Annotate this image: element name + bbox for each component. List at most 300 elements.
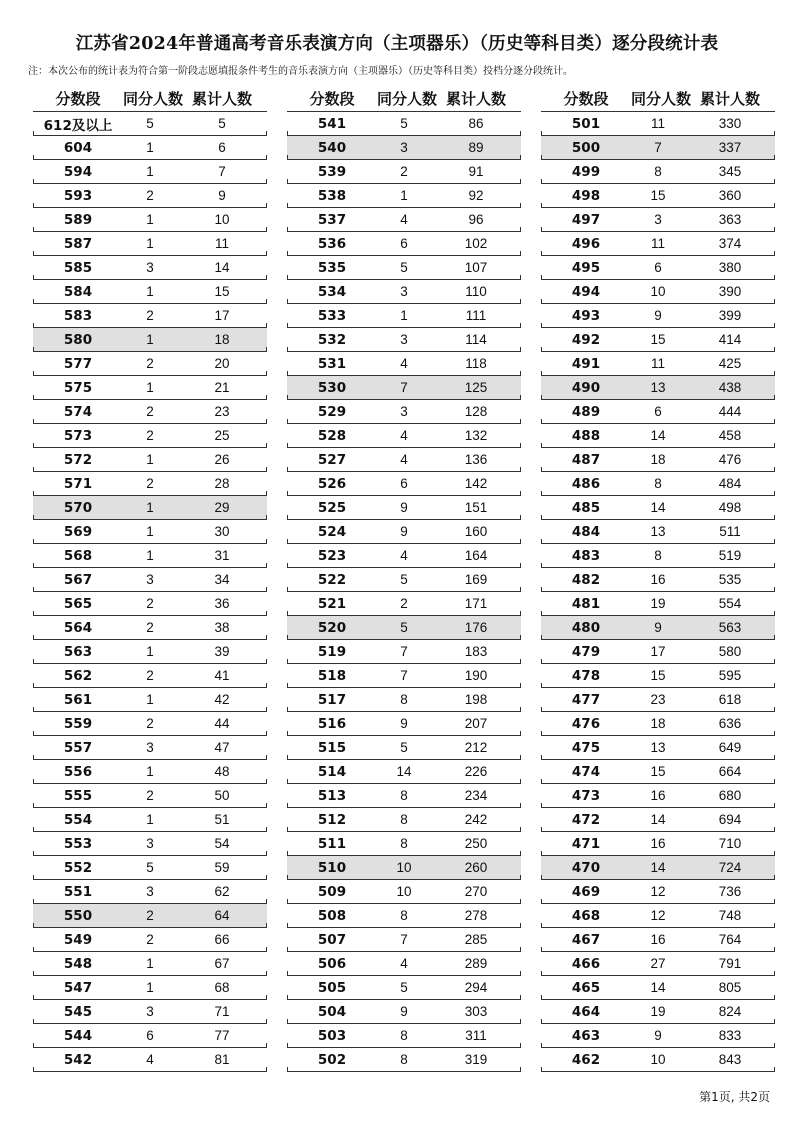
same-count-cell: 9	[654, 1028, 662, 1043]
table-row	[33, 1024, 267, 1048]
table-row	[33, 808, 267, 832]
cumulative-count-cell: 51	[214, 812, 230, 827]
same-count-cell: 1	[146, 956, 154, 971]
cumulative-count-cell: 28	[214, 476, 230, 491]
score-cell: 512	[317, 811, 347, 828]
cumulative-count-cell: 59	[214, 860, 230, 875]
score-cell: 481	[571, 595, 601, 612]
cumulative-count-cell: 110	[465, 284, 487, 299]
table-rows	[541, 111, 775, 1072]
header-cumulative-count: 累计人数	[699, 89, 760, 108]
score-cell: 495	[571, 259, 601, 276]
cumulative-count-cell: 580	[718, 644, 742, 659]
score-cell: 563	[63, 643, 93, 660]
cumulative-count-cell: 337	[718, 140, 742, 155]
score-cell: 519	[317, 643, 347, 660]
cumulative-count-cell: 142	[464, 476, 488, 491]
table-row	[287, 952, 521, 976]
same-count-cell: 2	[146, 668, 154, 683]
score-cell: 513	[317, 787, 347, 804]
same-count-cell: 1	[146, 332, 154, 347]
same-count-cell: 9	[400, 1004, 408, 1019]
score-cell: 469	[571, 883, 601, 900]
same-count-cell: 1	[146, 236, 154, 251]
same-count-cell: 5	[146, 860, 154, 875]
same-count-cell: 9	[654, 620, 662, 635]
same-count-cell: 11	[650, 116, 665, 131]
table-row	[287, 808, 521, 832]
cumulative-count-cell: 66	[214, 932, 230, 947]
same-count-cell: 11	[650, 356, 665, 371]
cumulative-count-cell: 724	[718, 860, 742, 875]
cumulative-count-cell: 484	[718, 476, 742, 491]
same-count-cell: 1	[146, 692, 154, 707]
score-cell: 506	[317, 955, 347, 972]
table-row	[541, 760, 775, 784]
score-cell: 540	[317, 139, 347, 156]
score-cell: 559	[63, 715, 93, 732]
table-row	[541, 448, 775, 472]
same-count-cell: 14	[650, 980, 666, 995]
same-count-cell: 8	[400, 812, 408, 827]
cumulative-count-cell: 345	[718, 164, 742, 179]
table-row	[33, 496, 267, 520]
score-cell: 516	[317, 715, 347, 732]
score-cell: 523	[317, 547, 347, 564]
score-cell: 514	[317, 763, 347, 780]
same-count-cell: 8	[400, 788, 408, 803]
score-cell: 612及以上	[43, 117, 113, 134]
score-cell: 491	[571, 355, 601, 372]
cumulative-count-cell: 519	[718, 548, 742, 563]
score-cell: 573	[63, 427, 93, 444]
table-note: 注：本次公布的统计表为符合第一阶段志愿填报条件考生的音乐表演方向（主项器乐）（历史等科目类）投档分逐分段统计。	[28, 66, 573, 77]
same-count-cell: 1	[146, 284, 154, 299]
table-row	[33, 856, 267, 880]
table-row	[33, 280, 267, 304]
table-row	[541, 1000, 775, 1024]
same-count-cell: 8	[400, 1052, 408, 1067]
cumulative-count-cell: 125	[464, 380, 488, 395]
table-column-3	[541, 85, 775, 1072]
same-count-cell: 2	[400, 164, 408, 179]
table-row	[33, 688, 267, 712]
table-row	[33, 520, 267, 544]
score-cell: 504	[317, 1003, 347, 1020]
score-cell: 593	[63, 187, 93, 204]
table-row	[541, 688, 775, 712]
table-row	[287, 184, 521, 208]
same-count-cell: 14	[650, 500, 666, 515]
score-cell: 542	[63, 1051, 93, 1068]
same-count-cell: 7	[400, 380, 408, 395]
cumulative-count-cell: 107	[464, 260, 488, 275]
score-cell: 533	[317, 307, 347, 324]
table-row	[541, 280, 775, 304]
cumulative-count-cell: 31	[214, 548, 230, 563]
same-count-cell: 2	[146, 476, 154, 491]
score-cell: 496	[571, 235, 601, 252]
cumulative-count-cell: 111	[465, 308, 487, 323]
score-cell: 522	[317, 571, 347, 588]
same-count-cell: 8	[654, 548, 662, 563]
cumulative-count-cell: 242	[464, 812, 488, 827]
same-count-cell: 1	[146, 212, 154, 227]
same-count-cell: 2	[146, 620, 154, 635]
cumulative-count-cell: 824	[718, 1004, 742, 1019]
cumulative-count-cell: 64	[214, 908, 230, 923]
score-cell: 498	[571, 187, 601, 204]
score-cell: 538	[317, 187, 347, 204]
score-cell: 548	[63, 955, 93, 972]
table-row	[33, 232, 267, 256]
cumulative-count-cell: 183	[464, 644, 488, 659]
cumulative-count-cell: 41	[214, 668, 230, 683]
table-row	[541, 616, 775, 640]
same-count-cell: 14	[650, 428, 666, 443]
same-count-cell: 12	[650, 884, 666, 899]
same-count-cell: 18	[650, 452, 666, 467]
table-row	[33, 616, 267, 640]
cumulative-count-cell: 77	[214, 1028, 230, 1043]
cumulative-count-cell: 190	[464, 668, 488, 683]
score-cell: 552	[63, 859, 93, 876]
same-count-cell: 4	[400, 356, 408, 371]
cumulative-count-cell: 81	[214, 1052, 230, 1067]
table-rows	[33, 111, 267, 1072]
score-cell: 525	[317, 499, 347, 516]
cumulative-count-cell: 330	[718, 116, 742, 131]
table-row	[33, 928, 267, 952]
cumulative-count-cell: 132	[464, 428, 488, 443]
same-count-cell: 8	[400, 908, 408, 923]
table-row	[287, 424, 521, 448]
table-row	[541, 904, 775, 928]
cumulative-count-cell: 680	[718, 788, 742, 803]
same-count-cell: 1	[146, 812, 154, 827]
same-count-cell: 3	[400, 404, 408, 419]
column-header	[33, 85, 267, 111]
score-cell: 502	[317, 1051, 347, 1068]
header-same-count: 同分人数	[123, 89, 184, 108]
same-count-cell: 1	[146, 380, 154, 395]
table-row	[541, 808, 775, 832]
page-footer: 第1页, 共2页	[699, 1090, 770, 1104]
score-cell: 482	[571, 571, 601, 588]
same-count-cell: 13	[650, 740, 666, 755]
table-row	[33, 448, 267, 472]
header-cumulative-count: 累计人数	[191, 89, 252, 108]
table-row	[33, 640, 267, 664]
score-cell: 539	[317, 163, 347, 180]
score-cell: 604	[63, 139, 93, 156]
table-row	[287, 328, 521, 352]
same-count-cell: 7	[400, 644, 408, 659]
table-row	[287, 400, 521, 424]
table-row	[541, 232, 775, 256]
table-row	[33, 112, 267, 136]
same-count-cell: 6	[654, 404, 662, 419]
same-count-cell: 2	[146, 908, 154, 923]
cumulative-count-cell: 17	[214, 308, 230, 323]
score-cell: 485	[571, 499, 601, 516]
same-count-cell: 14	[650, 812, 666, 827]
score-cell: 532	[317, 331, 347, 348]
table-row	[541, 184, 775, 208]
cumulative-count-cell: 11	[214, 236, 229, 251]
cumulative-count-cell: 805	[718, 980, 742, 995]
cumulative-count-cell: 21	[214, 380, 230, 395]
score-cell: 478	[571, 667, 601, 684]
cumulative-count-cell: 748	[718, 908, 742, 923]
cumulative-count-cell: 207	[464, 716, 488, 731]
table-row	[287, 568, 521, 592]
cumulative-count-cell: 14	[214, 260, 230, 275]
score-cell: 541	[317, 115, 347, 132]
table-row	[287, 544, 521, 568]
same-count-cell: 3	[146, 884, 154, 899]
same-count-cell: 10	[650, 284, 666, 299]
cumulative-count-cell: 39	[214, 644, 230, 659]
score-cell: 529	[317, 403, 347, 420]
same-count-cell: 4	[400, 428, 408, 443]
score-cell: 480	[571, 619, 601, 636]
score-cell: 537	[317, 211, 347, 228]
score-cell: 531	[317, 355, 347, 372]
same-count-cell: 10	[650, 1052, 666, 1067]
table-row	[541, 640, 775, 664]
table-row	[287, 160, 521, 184]
cumulative-count-cell: 118	[465, 356, 487, 371]
table-rows	[287, 111, 521, 1072]
score-cell: 494	[571, 283, 601, 300]
cumulative-count-cell: 71	[214, 1004, 230, 1019]
table-row	[33, 400, 267, 424]
same-count-cell: 6	[400, 236, 408, 251]
score-cell: 535	[317, 259, 347, 276]
cumulative-count-cell: 96	[468, 212, 484, 227]
cumulative-count-cell: 694	[718, 812, 742, 827]
table-row	[541, 592, 775, 616]
cumulative-count-cell: 151	[464, 500, 488, 515]
same-count-cell: 7	[400, 668, 408, 683]
score-cell: 515	[317, 739, 347, 756]
same-count-cell: 9	[400, 500, 408, 515]
table-row	[541, 400, 775, 424]
cumulative-count-cell: 7	[218, 164, 226, 179]
table-row	[287, 904, 521, 928]
table-row	[541, 328, 775, 352]
same-count-cell: 1	[146, 644, 154, 659]
same-count-cell: 1	[146, 764, 154, 779]
same-count-cell: 5	[400, 260, 408, 275]
cumulative-count-cell: 390	[718, 284, 742, 299]
table-row	[287, 232, 521, 256]
score-cell: 556	[63, 763, 93, 780]
score-cell: 475	[571, 739, 601, 756]
table-row	[33, 376, 267, 400]
header-score-range: 分数段	[563, 89, 609, 108]
cumulative-count-cell: 554	[718, 596, 742, 611]
table-row	[33, 664, 267, 688]
table-row	[541, 952, 775, 976]
table-row	[33, 976, 267, 1000]
score-cell: 490	[571, 379, 601, 396]
score-cell: 594	[63, 163, 93, 180]
page-title: 江苏省2024年普通高考音乐表演方向（主项器乐）（历史等科目类）逐分段统计表	[75, 34, 719, 54]
cumulative-count-cell: 438	[718, 380, 742, 395]
cumulative-count-cell: 47	[214, 740, 230, 755]
table-row	[33, 568, 267, 592]
table-row	[33, 304, 267, 328]
table-row	[541, 880, 775, 904]
cumulative-count-cell: 102	[464, 236, 488, 251]
same-count-cell: 5	[400, 980, 408, 995]
cumulative-count-cell: 34	[214, 572, 230, 587]
score-cell: 468	[571, 907, 601, 924]
cumulative-count-cell: 38	[214, 620, 230, 635]
score-cell: 505	[317, 979, 347, 996]
cumulative-count-cell: 42	[214, 692, 230, 707]
table-row	[33, 424, 267, 448]
table-row	[287, 472, 521, 496]
score-cell: 462	[571, 1051, 601, 1068]
cumulative-count-cell: 649	[718, 740, 742, 755]
column-header	[541, 85, 775, 111]
table-row	[541, 1024, 775, 1048]
table-row	[287, 592, 521, 616]
cumulative-count-cell: 9	[218, 188, 226, 203]
score-cell: 492	[571, 331, 601, 348]
same-count-cell: 2	[146, 404, 154, 419]
table-row	[287, 280, 521, 304]
cumulative-count-cell: 136	[464, 452, 488, 467]
table-row	[287, 256, 521, 280]
score-cell: 577	[63, 355, 93, 372]
cumulative-count-cell: 285	[464, 932, 488, 947]
cumulative-count-cell: 10	[214, 212, 230, 227]
cumulative-count-cell: 278	[464, 908, 488, 923]
score-cell: 483	[571, 547, 601, 564]
score-cell: 476	[571, 715, 601, 732]
score-cell: 536	[317, 235, 347, 252]
cumulative-count-cell: 44	[214, 716, 230, 731]
score-cell: 557	[63, 739, 93, 756]
table-row	[287, 448, 521, 472]
cumulative-count-cell: 91	[468, 164, 484, 179]
score-cell: 477	[571, 691, 601, 708]
table-row	[287, 640, 521, 664]
score-cell: 517	[317, 691, 347, 708]
cumulative-count-cell: 303	[464, 1004, 488, 1019]
same-count-cell: 15	[650, 764, 666, 779]
score-cell: 574	[63, 403, 93, 420]
cumulative-count-cell: 212	[464, 740, 488, 755]
cumulative-count-cell: 374	[718, 236, 742, 251]
score-cell: 463	[571, 1027, 601, 1044]
cumulative-count-cell: 48	[214, 764, 230, 779]
same-count-cell: 3	[654, 212, 662, 227]
table-row	[33, 592, 267, 616]
score-cell: 501	[571, 115, 601, 132]
score-cell: 554	[63, 811, 93, 828]
same-count-cell: 3	[400, 284, 408, 299]
score-cell: 465	[571, 979, 601, 996]
same-count-cell: 16	[650, 932, 666, 947]
cumulative-count-cell: 636	[718, 716, 742, 731]
cumulative-count-cell: 234	[464, 788, 488, 803]
same-count-cell: 2	[146, 308, 154, 323]
table-row	[33, 472, 267, 496]
cumulative-count-cell: 92	[468, 188, 484, 203]
cumulative-count-cell: 128	[464, 404, 488, 419]
same-count-cell: 14	[396, 764, 412, 779]
table-row	[541, 736, 775, 760]
table-row	[287, 136, 521, 160]
table-row	[541, 472, 775, 496]
cumulative-count-cell: 833	[718, 1028, 742, 1043]
score-cell: 466	[571, 955, 601, 972]
same-count-cell: 16	[650, 572, 666, 587]
cumulative-count-cell: 29	[214, 500, 230, 515]
score-cell: 471	[571, 835, 601, 852]
table-row	[541, 784, 775, 808]
same-count-cell: 6	[146, 1028, 154, 1043]
table-row	[33, 760, 267, 784]
same-count-cell: 7	[400, 932, 408, 947]
cumulative-count-cell: 50	[214, 788, 230, 803]
table-row	[33, 328, 267, 352]
table-row	[287, 760, 521, 784]
score-cell: 507	[317, 931, 347, 948]
score-cell: 510	[317, 859, 347, 876]
same-count-cell: 15	[650, 332, 666, 347]
same-count-cell: 27	[650, 956, 666, 971]
score-cell: 509	[317, 883, 347, 900]
table-column-1	[33, 85, 267, 1072]
same-count-cell: 11	[650, 236, 665, 251]
table-row	[541, 520, 775, 544]
score-cell: 587	[63, 235, 93, 252]
cumulative-count-cell: 5	[218, 116, 226, 131]
table-row	[33, 880, 267, 904]
table-row	[33, 184, 267, 208]
cumulative-count-cell: 250	[464, 836, 488, 851]
cumulative-count-cell: 68	[214, 980, 230, 995]
table-row	[33, 1048, 267, 1072]
table-row	[541, 112, 775, 136]
same-count-cell: 19	[650, 596, 666, 611]
cumulative-count-cell: 260	[464, 860, 488, 875]
cumulative-count-cell: 319	[464, 1052, 488, 1067]
score-cell: 584	[63, 283, 93, 300]
same-count-cell: 8	[400, 1028, 408, 1043]
same-count-cell: 3	[146, 836, 154, 851]
score-cell: 565	[63, 595, 93, 612]
same-count-cell: 12	[650, 908, 666, 923]
table-row	[33, 736, 267, 760]
cumulative-count-cell: 618	[718, 692, 742, 707]
cumulative-count-cell: 498	[718, 500, 742, 515]
same-count-cell: 9	[400, 716, 408, 731]
same-count-cell: 2	[146, 716, 154, 731]
same-count-cell: 2	[400, 596, 408, 611]
header-score-range: 分数段	[309, 89, 355, 108]
table-row	[287, 304, 521, 328]
same-count-cell: 1	[146, 548, 154, 563]
cumulative-count-cell: 535	[718, 572, 742, 587]
score-cell: 486	[571, 475, 601, 492]
